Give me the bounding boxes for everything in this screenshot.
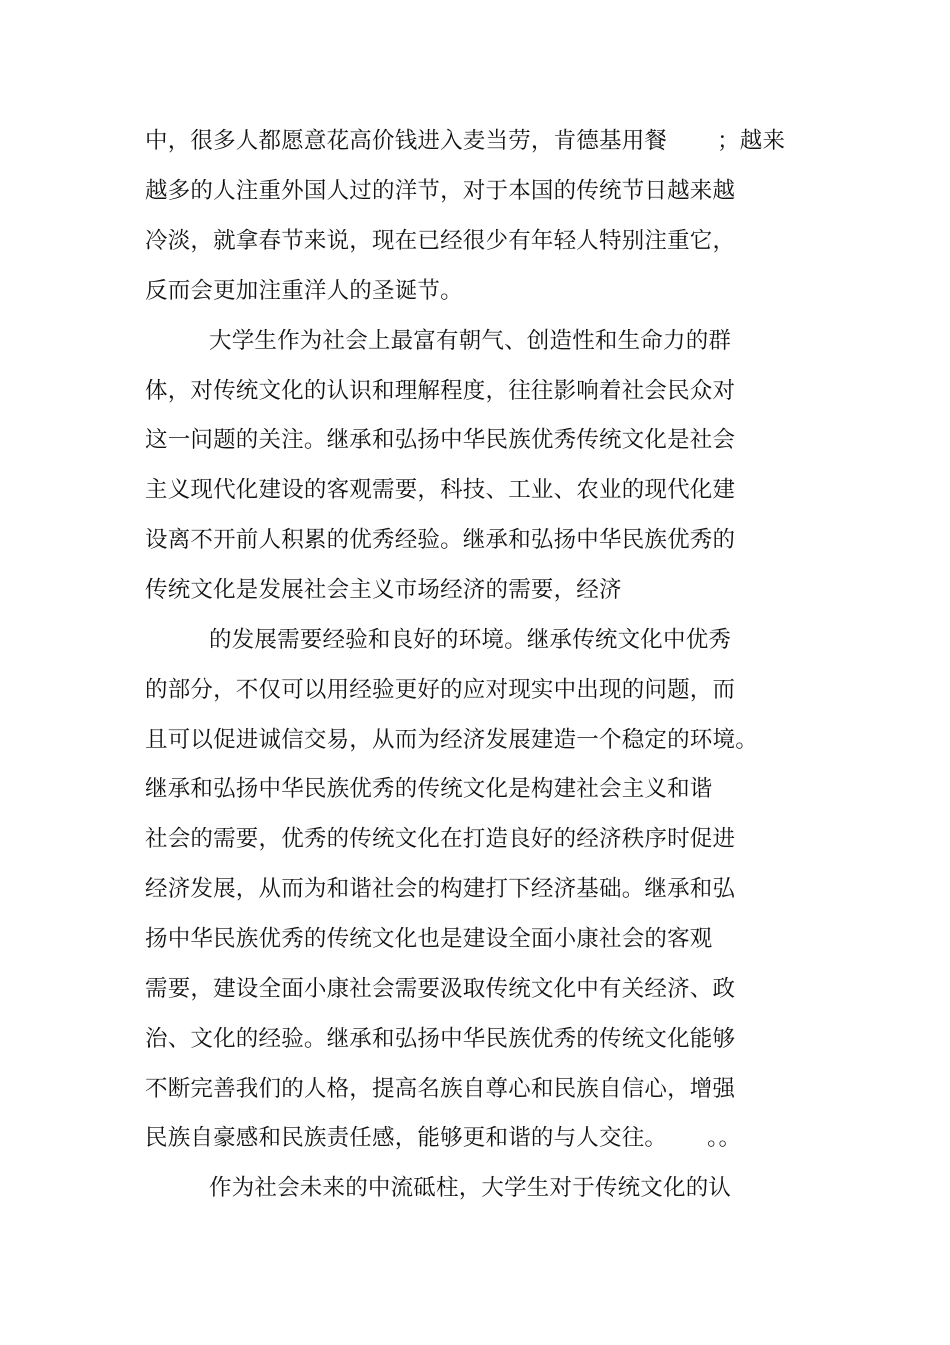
text-line-1-main: 中，很多人都愿意花高价钱进入麦当劳，肯德基用餐 [145, 128, 668, 154]
text-line-7: 这一问题的关注。继承和弘扬中华民族优秀传统文化是社会 [145, 427, 736, 453]
text-line-17: 扬中华民族优秀的传统文化也是建设全面小康社会的客观 [145, 926, 713, 952]
text-line-9: 设离不开前人积累的优秀经验。继承和弘扬中华民族优秀的 [145, 527, 736, 553]
text-line-11: 的发展需要经验和良好的环境。继承传统文化中优秀 [209, 627, 732, 653]
text-line-21 [145, 1121, 741, 1155]
text-line-19: 治、文化的经验。继承和弘扬中华民族优秀的传统文化能够 [145, 1026, 736, 1052]
text-line-16: 经济发展，从而为和谐社会的构建打下经济基础。继承和弘 [145, 876, 736, 902]
text-line-14: 继承和弘扬中华民族优秀的传统文化是构建社会主义和谐 [145, 776, 713, 802]
text-line-18: 需要，建设全面小康社会需要汲取传统文化中有关经济、政 [145, 976, 736, 1002]
text-line-1 [145, 124, 785, 158]
text-line-20: 不断完善我们的人格，提高名族自尊心和民族自信心，增强 [145, 1076, 736, 1102]
text-line-8: 主义现代化建设的客观需要，科技、工业、农业的现代化建 [145, 477, 736, 503]
text-line-3: 冷淡，就拿春节来说，现在已经很少有年轻人特别注重它， [145, 228, 736, 254]
text-line-12: 的部分，不仅可以用经验更好的应对现实中出现的问题，而 [145, 677, 736, 703]
text-line-13: 且可以促进诚信交易，从而为经济发展建造一个稳定的环境。 [145, 727, 758, 753]
text-line-22: 作为社会未来的中流砥柱，大学生对于传统文化的认 [209, 1175, 732, 1201]
text-line-4: 反而会更加注重洋人的圣诞节。 [145, 278, 463, 304]
text-line-5: 大学生作为社会上最富有朝气、创造性和生命力的群 [209, 328, 732, 354]
text-line-10: 传统文化是发展社会主义市场经济的需要，经济 [145, 577, 622, 603]
text-line-21-tail: 。。 [707, 1125, 742, 1151]
text-line-21-main: 民族自豪感和民族责任感，能够更和谐的与人交往。 [145, 1125, 668, 1151]
text-line-6: 体，对传统文化的认识和理解程度，往往影响着社会民众对 [145, 378, 736, 404]
text-line-15: 社会的需要，优秀的传统文化在打造良好的经济秩序时促进 [145, 826, 736, 852]
text-line-1-tail: ；越来 [717, 128, 786, 154]
text-line-2: 越多的人注重外国人过的洋节，对于本国的传统节日越来越 [145, 178, 736, 204]
